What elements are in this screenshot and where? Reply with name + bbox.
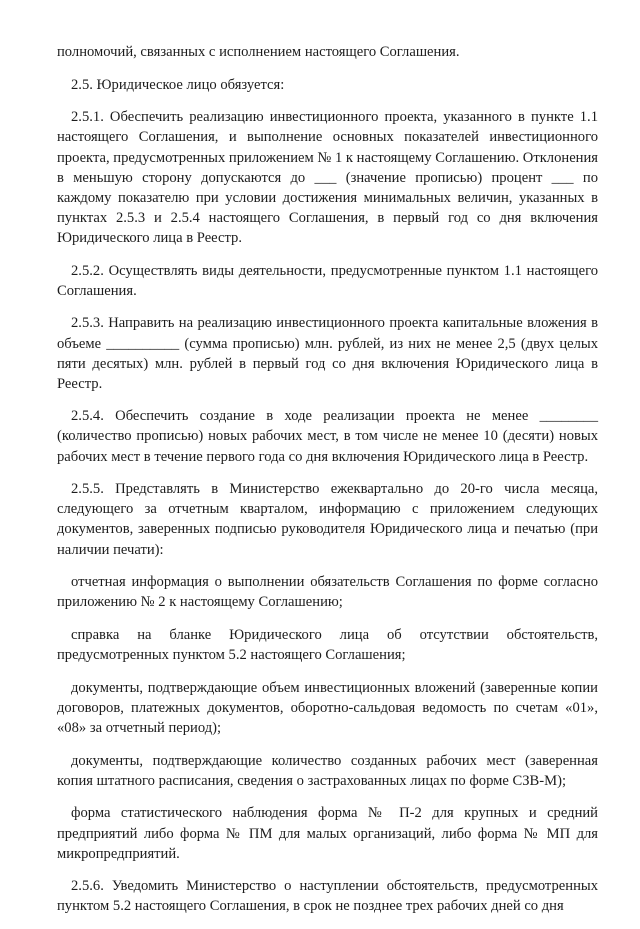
paragraph-2-5-1: 2.5.1. Обеспечить реализацию инвестиционного проекта, указанного в пункте 1.1 настоящего Соглашения, и выполнение основных показателей инвестиционного проекта, предусмотренных приложением № 1 к настоящему Соглашению. Отклонения в меньшую сторону допускаются до ___ (значение прописью) процент ___ по каждому показателю при условии достижения минимальных величин, указанных в пунктах 2.5.3 и 2.5.4 настоящего Соглашения, в первый год со дня включения Юридического лица в Реестр. bbox=[57, 109, 599, 246]
paragraph-2-5-6: 2.5.6. Уведомить Министерство о наступлении обстоятельств, предусмотренных пунктом 5.2 настоящего Соглашения, в срок не позднее трех рабочих дней со дня bbox=[57, 878, 598, 915]
paragraph-2-5-4: 2.5.4. Обеспечить создание в ходе реализации проекта не менее ________ (количество прописью) новых рабочих мест, в том числе не менее 10 (десяти) новых рабочих мест в течение первого года со дня включения Юридического лица в Реестр. bbox=[57, 408, 598, 465]
list-item-certificate: справка на бланке Юридического лица об отсутствии обстоятельств, предусмотренных пунктом 5.2 настоящего Соглашения; bbox=[57, 627, 598, 664]
list-item-report-info: отчетная информация о выполнении обязательств Соглашения по форме согласно приложению № 2 к настоящему Соглашению; bbox=[57, 574, 598, 611]
paragraph-continuation: полномочий, связанных с исполнением настоящего Соглашения. bbox=[57, 44, 460, 60]
paragraph-2-5-3: 2.5.3. Направить на реализацию инвестиционного проекта капитальные вложения в объеме __________ (сумма прописью) млн. рублей, из них не менее 2,5 (двух целых пяти десятых) млн. рублей в первый год со дня включения Юридического лица в Реестр. bbox=[57, 315, 598, 392]
paragraph-2-5: 2.5. Юридическое лицо обязуется: bbox=[71, 76, 285, 93]
paragraph-2-5-2: 2.5.2. Осуществлять виды деятельности, предусмотренные пунктом 1.1 настоящего Соглашения. bbox=[57, 262, 598, 299]
list-item-investment-docs: документы, подтверждающие объем инвестиционных вложений (заверенные копии договоров, платежных документов, оборотно-сальдовая ведомость по счетам «01», «08» за отчетный период); bbox=[57, 679, 598, 736]
paragraph-2-5-5: 2.5.5. Представлять в Министерство ежеквартально до 20-го числа месяца, следующего за отчетным кварталом, информацию с приложением следующих документов, заверенных подписью руководителя Юридического лица и печатью (при наличии печати): bbox=[57, 481, 598, 558]
list-item-statistics-form: форма статистического наблюдения форма № П-2 для крупных и средний предприятий либо форма № ПМ для малых организаций, либо форма № МП для микропредприятий. bbox=[57, 805, 598, 862]
document-body bbox=[57, 42, 598, 929]
list-item-jobs-docs: документы, подтверждающие количество созданных рабочих мест (заверенная копия штатного расписания, сведения о застрахованных лицах по форме СЗВ-М); bbox=[57, 752, 598, 789]
